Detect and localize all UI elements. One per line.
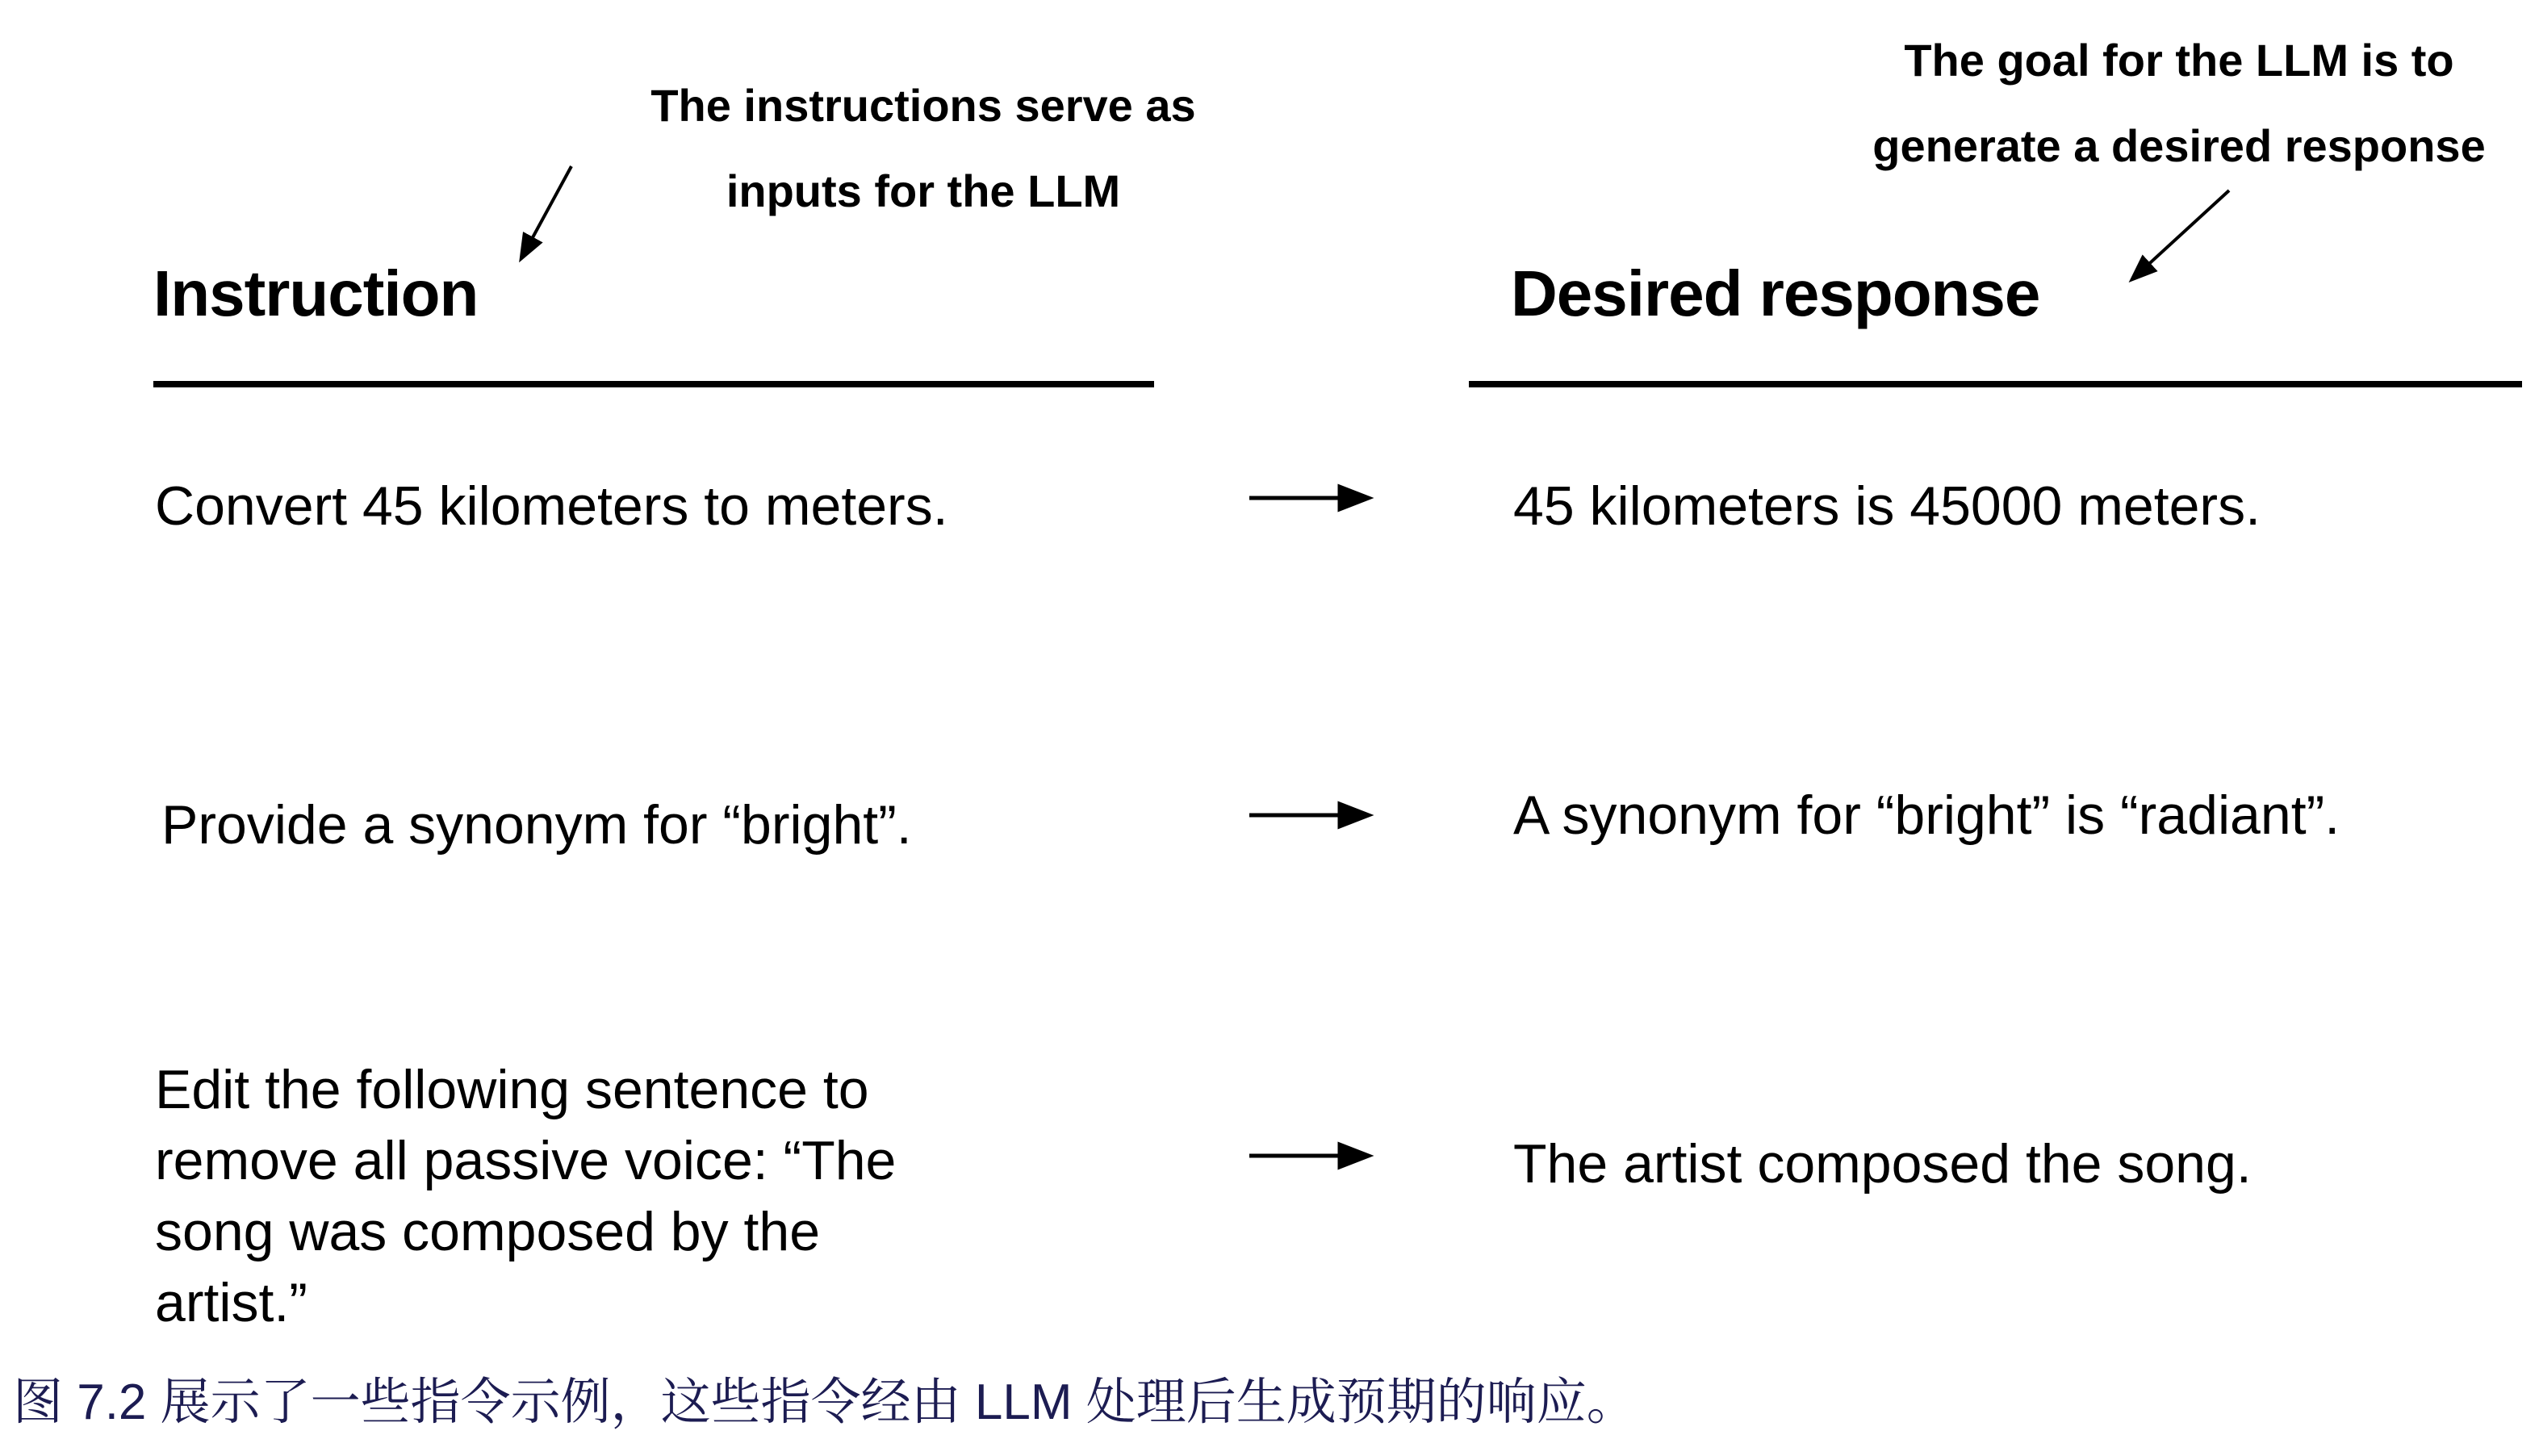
column-header-instruction: Instruction xyxy=(153,257,479,329)
response-text-1: 45 kilometers is 45000 meters. xyxy=(1513,475,2261,537)
instruction-text-1: Convert 45 kilometers to meters. xyxy=(155,475,948,537)
row-arrow-icon-1 xyxy=(1247,482,1400,514)
instruction-text-2: Provide a synonym for “bright”. xyxy=(161,794,912,856)
annotation-right-arrow-icon xyxy=(2106,184,2244,297)
annotation-right-line2: generate a desired response xyxy=(1872,120,2486,171)
annotation-right xyxy=(1816,18,2539,189)
figure-caption: 图 7.2 展示了一些指令示例，这些指令经由 LLM 处理后生成预期的响应。 xyxy=(13,1374,1637,1430)
row-arrow-icon-2 xyxy=(1247,799,1400,831)
instruction-column-rule xyxy=(153,381,1154,387)
annotation-left xyxy=(600,63,1246,234)
response-text-2: A synonym for “bright” is “radiant”. xyxy=(1513,784,2340,846)
row-arrow-icon-3 xyxy=(1247,1140,1400,1172)
column-header-desired-response: Desired response xyxy=(1511,257,2040,329)
annotation-left-arrow-icon xyxy=(500,160,589,273)
annotation-left-line1: The instructions serve as xyxy=(650,80,1196,131)
instruction-text-3: Edit the following sentence to remove all passive voice: “The song was composed by the artist.” xyxy=(155,1059,897,1333)
annotation-right-line1: The goal for the LLM is to xyxy=(1904,35,2454,86)
annotation-left-line2: inputs for the LLM xyxy=(726,165,1121,216)
response-column-rule xyxy=(1469,381,2522,387)
response-text-3: The artist composed the song. xyxy=(1513,1133,2252,1195)
